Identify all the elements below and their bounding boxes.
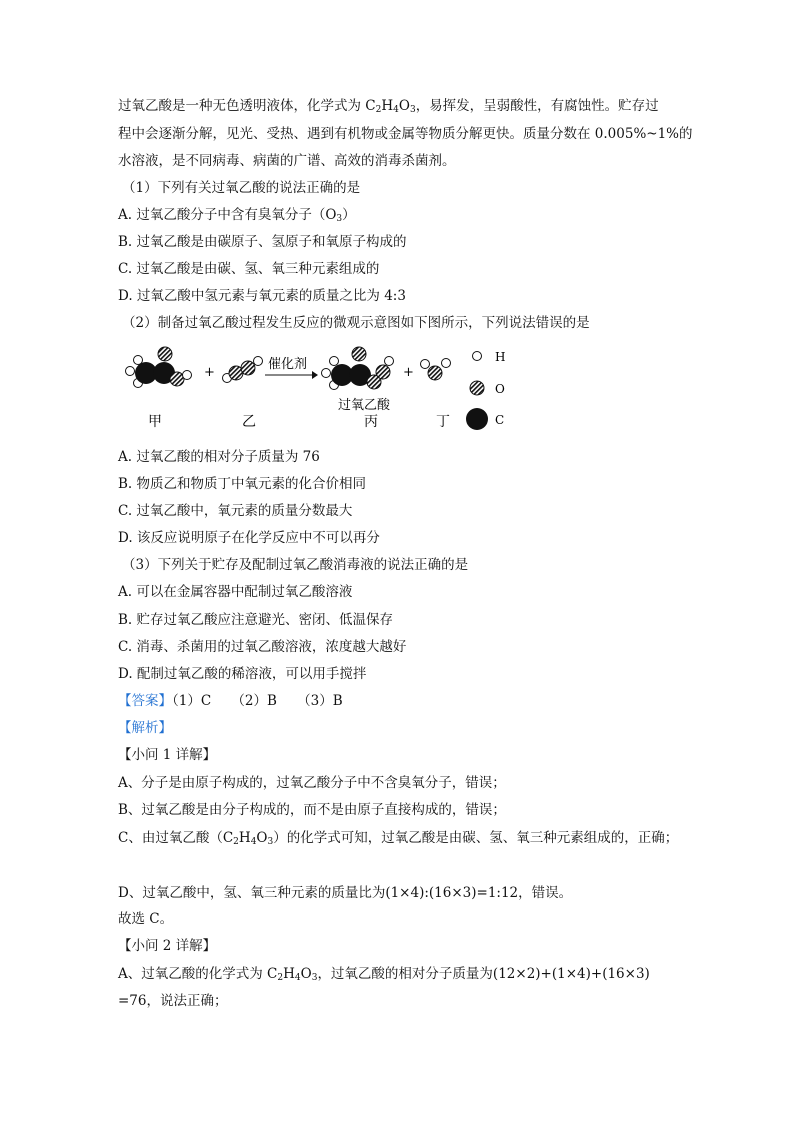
q3-stem: （3）下列关于贮存及配制过氧乙酸消毒液的说法正确的是 xyxy=(122,557,469,573)
molecule-yi xyxy=(223,357,263,383)
answer-line xyxy=(118,692,343,710)
h-atom xyxy=(126,367,135,376)
analysis-sub2-heading: 【小问 2 详解】 xyxy=(118,938,217,954)
plus-sign: + xyxy=(403,365,414,380)
formula-h: H xyxy=(238,830,251,846)
analysis-1c xyxy=(118,829,678,851)
formula-o: O xyxy=(256,830,268,846)
analysis-2a xyxy=(118,965,650,987)
catalyst-label: 催化剂 xyxy=(268,357,308,372)
reaction-arrow-head xyxy=(312,371,318,379)
intro-text: 过氧乙酸是一种无色透明液体，化学式为 C xyxy=(118,98,376,114)
legend-h-label: H xyxy=(495,350,506,364)
intro-text: ，易挥发，呈弱酸性，有腐蚀性。贮存过 xyxy=(415,98,659,114)
legend-c-icon xyxy=(466,408,488,430)
legend-h-icon xyxy=(473,352,482,361)
formula-sub: 2 xyxy=(277,973,284,983)
o-atom xyxy=(352,347,366,361)
formula-sub: 3 xyxy=(409,105,416,115)
q3-option-d: D. 配制过氧乙酸的稀溶液，可以用手搅拌 xyxy=(118,666,367,682)
q2-option-c: C. 过氧乙酸中，氧元素的质量分数最大 xyxy=(118,503,353,519)
legend-o-label: O xyxy=(495,382,505,396)
intro-line-3: 水溶液，是不同病毒、病菌的广谱、高效的消毒杀菌剂。 xyxy=(118,153,456,169)
h-atom xyxy=(442,359,451,368)
label-yi: 乙 xyxy=(242,414,256,430)
analysis-1a: A、分子是由原子构成的，过氧乙酸分子中不含臭氧分子，错误； xyxy=(118,775,506,791)
h-atom xyxy=(254,357,263,366)
q1-stem: （1）下列有关过氧乙酸的说法正确的是 xyxy=(122,180,361,196)
h-atom xyxy=(421,360,430,369)
plus-sign: + xyxy=(204,365,215,380)
intro-line-1 xyxy=(118,97,659,119)
formula-sub: 3 xyxy=(336,214,343,224)
h-atom xyxy=(330,357,339,366)
o-atom xyxy=(241,361,255,375)
formula-h: H xyxy=(283,966,295,982)
formula-sub: 2 xyxy=(375,105,382,115)
answer-tag: 【答案】 xyxy=(118,693,172,709)
answer-text: （1）C （2）B （3）B xyxy=(172,693,343,709)
formula-h: H xyxy=(381,98,394,114)
label-bing: 丙 xyxy=(364,414,378,430)
q3-option-c: C. 消毒、杀菌用的过氧乙酸溶液，浓度越大越好 xyxy=(118,639,407,655)
reaction-diagram xyxy=(118,342,538,434)
formula-sub: 3 xyxy=(311,973,318,983)
o-atom xyxy=(158,347,172,361)
q2-stem: （2）制备过氧乙酸过程发生反应的微观示意图如下图所示，下列说法错误的是 xyxy=(122,315,590,331)
formula-sub: 4 xyxy=(294,973,301,983)
q1-option-b: B. 过氧乙酸是由碳原子、氢原子和氧原子构成的 xyxy=(118,234,407,250)
q3-option-b: B. 贮存过氧乙酸应注意避光、密闭、低温保存 xyxy=(118,612,394,628)
molecule-bing xyxy=(322,347,394,390)
analysis-1c-text: ）的化学式可知，过氧乙酸是由碳、氢、氧三种元素组成的，正确； xyxy=(273,830,679,846)
formula-sub: 3 xyxy=(267,837,274,847)
legend-o-icon xyxy=(470,381,484,395)
h-atom xyxy=(183,371,192,380)
q1-option-a-text: A. 过氧乙酸分子中含有臭氧分子（O xyxy=(118,207,337,223)
q2-option-b: B. 物质乙和物质丁中氧元素的化合价相同 xyxy=(118,476,367,492)
analysis-1d: D、过氧乙酸中，氢、氧三种元素的质量比为(1×4):(16×3)=1:12，错误。 xyxy=(118,885,573,901)
analysis-2a-text: ，过氧乙酸的相对分子质量为(12×2)+(1×4)+(16×3) xyxy=(317,966,650,982)
analysis-1-choice: 故选 C。 xyxy=(118,911,174,927)
q2-option-a: A. 过氧乙酸的相对分子质量为 76 xyxy=(118,449,320,465)
q1-option-d: D. 过氧乙酸中氢元素与氧元素的质量之比为 4:3 xyxy=(118,288,406,304)
q1-option-a xyxy=(118,206,356,228)
analysis-tag: 【解析】 xyxy=(118,720,172,736)
q1-option-c: C. 过氧乙酸是由碳、氢、氧三种元素组成的 xyxy=(118,261,380,277)
intro-line-2: 程中会逐渐分解，见光、受热、遇到有机物或金属等物质分解更快。质量分数在 0.005%~1%的 xyxy=(118,126,693,142)
legend-c-label: C xyxy=(495,413,505,427)
formula-sub: 4 xyxy=(393,105,399,115)
reaction-diagram-svg xyxy=(118,342,538,434)
q3-option-a: A. 可以在金属容器中配制过氧乙酸溶液 xyxy=(118,584,353,600)
formula-sub: 4 xyxy=(250,837,257,847)
h-atom xyxy=(322,369,331,378)
o-atom xyxy=(428,366,442,380)
molecule-jia xyxy=(126,347,192,388)
analysis-sub1-heading: 【小问 1 详解】 xyxy=(118,747,217,763)
formula-o: O xyxy=(300,966,312,982)
o-atom xyxy=(376,365,390,379)
q1-option-a-close: ） xyxy=(342,207,356,223)
h-atom xyxy=(385,357,394,366)
product-name-label: 过氧乙酸 xyxy=(338,398,391,413)
label-ding: 丁 xyxy=(436,414,450,430)
analysis-2a-cont: =76，说法正确； xyxy=(118,993,228,1009)
o-atom xyxy=(170,372,184,386)
analysis-1b: B、过氧乙酸是由分子构成的，而不是由原子直接构成的，错误； xyxy=(118,802,506,818)
q2-option-d: D. 该反应说明原子在化学反应中不可以再分 xyxy=(118,530,380,546)
label-jia: 甲 xyxy=(148,414,162,430)
analysis-1c-text: C、由过氧乙酸（C xyxy=(118,830,234,846)
formula-sub: 2 xyxy=(233,837,239,847)
analysis-2a-text: A、过氧乙酸的化学式为 C xyxy=(118,966,278,982)
atom-legend xyxy=(466,350,505,430)
formula-o: O xyxy=(398,98,410,114)
molecule-ding xyxy=(421,359,451,381)
